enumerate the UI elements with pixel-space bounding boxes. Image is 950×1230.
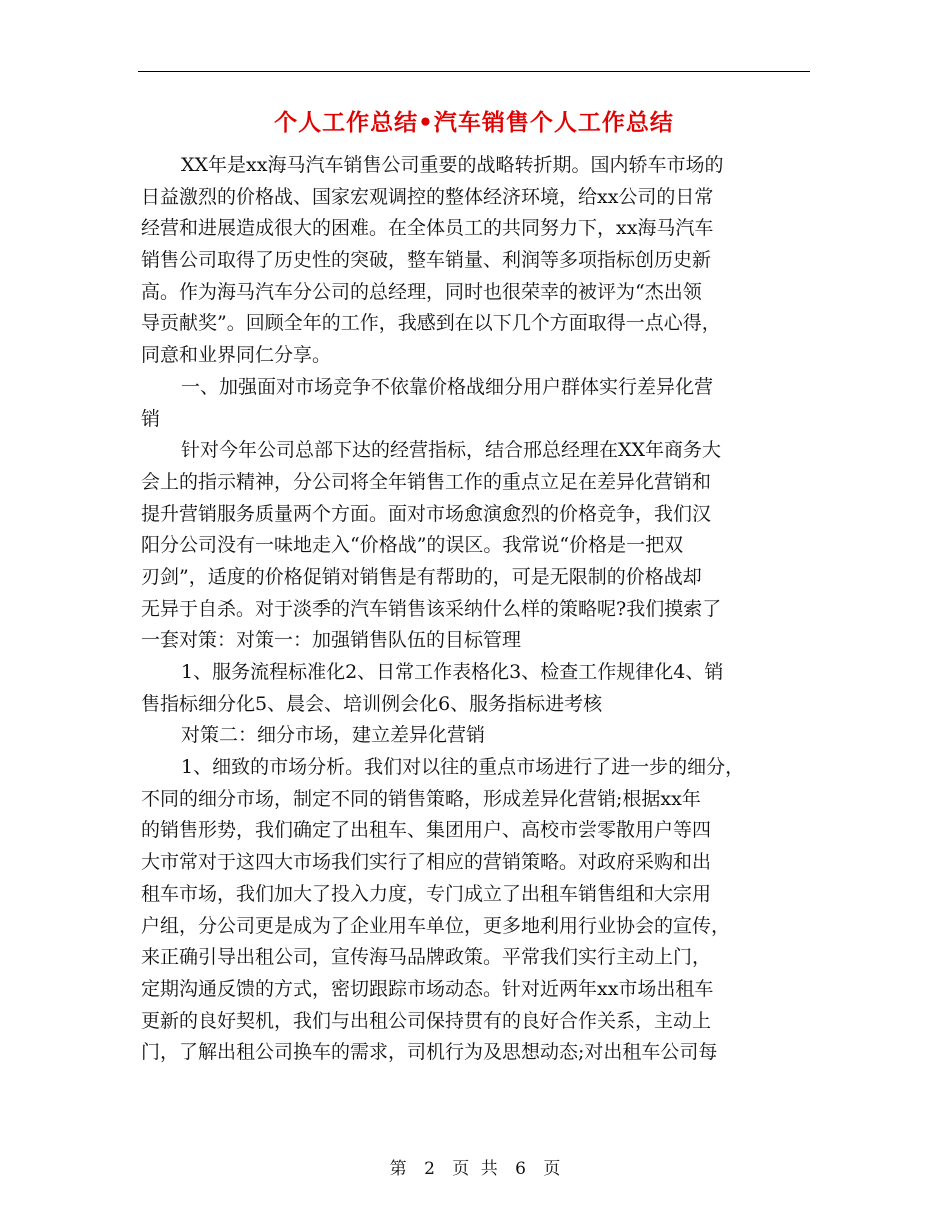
body-line: 来正确引导出租公司，宣传海马品牌政策。平常我们实行主动上门，: [141, 946, 712, 969]
body-line: 日益激烈的价格战、国家宏观调控的整体经济环境，给xx公司的日常: [141, 185, 714, 208]
document-body: [141, 150, 813, 1069]
body-line: 对策二：细分市场，建立差异化营销: [181, 724, 486, 747]
body-line: 更新的良好契机，我们与出租公司保持贯有的良好合作关系，主动上: [141, 1009, 712, 1032]
body-line: 高。作为海马汽车分公司的总经理，同时也很荣幸的被评为“杰出领: [141, 280, 702, 303]
body-line: 租车市场，我们加大了投入力度，专门成立了出租车销售组和大宗用: [141, 882, 712, 905]
body-line: XX年是xx海马汽车销售公司重要的战略转折期。国内轿车市场的: [181, 154, 724, 176]
body-line: 大市常对于这四大市场我们实行了相应的营销策略。对政府采购和出: [141, 851, 712, 874]
footer-prefix: 第: [389, 1159, 407, 1179]
footer-suffix: 页: [543, 1159, 561, 1179]
body-line: 导贡献奖”。回顾全年的工作，我感到在以下几个方面取得一点心得，: [141, 312, 721, 335]
footer-total-pages: 6: [515, 1159, 526, 1179]
body-line: 针对今年公司总部下达的经营指标，结合邢总经理在XX年商务大: [181, 439, 722, 462]
body-line: 销售公司取得了历史性的突破，整车销量、利润等多项指标创历史新: [141, 249, 712, 272]
page-footer: [0, 1154, 950, 1179]
body-line: 会上的指示精神，分公司将全年销售工作的重点立足在差异化营销和: [141, 470, 712, 493]
body-line: 1、服务流程标准化2、日常工作表格化3、检查工作规律化4、销: [181, 661, 724, 683]
body-line: 提升营销服务质量两个方面。面对市场愈演愈烈的价格竞争，我们汉: [141, 502, 712, 525]
footer-middle: 页 共: [452, 1159, 498, 1179]
body-line: 同意和业界同仁分享。: [141, 344, 332, 367]
body-line: 一、加强面对市场竞争不依靠价格战细分用户群体实行差异化营: [181, 375, 714, 398]
body-line: 的销售形势，我们确定了出租车、集团用户、高校市尝零散用户等四: [141, 819, 712, 842]
body-line: 户组，分公司更是成为了企业用车单位，更多地利用行业协会的宣传，: [141, 914, 731, 937]
footer-page-number: 2: [424, 1159, 435, 1179]
body-line: 一套对策：对策一：加强销售队伍的目标管理: [141, 629, 522, 652]
body-line: 售指标细分化5、晨会、培训例会化6、服务指标进考核: [141, 692, 603, 715]
body-line: 门，了解出租公司换车的需求，司机行为及思想动态;对出租车公司每: [141, 1041, 718, 1064]
body-line: 1、细致的市场分析。我们对以往的重点市场进行了进一步的细分，: [181, 756, 745, 779]
body-line: 经营和进展造成很大的困难。在全体员工的共同努力下，xx海马汽车: [141, 217, 714, 240]
body-line: 无异于自杀。对于淡季的汽车销售该采纳什么样的策略呢?我们摸索了: [141, 597, 722, 620]
body-line: 阳分公司没有一味地走入“价格战”的误区。我常说“价格是一把双: [141, 534, 684, 557]
body-line: 定期沟通反馈的方式，密切跟踪市场动态。针对近两年xx市场出租车: [141, 977, 714, 1000]
body-line: 销: [141, 407, 161, 430]
header-rule: [138, 71, 810, 72]
document-title: 个人工作总结•汽车销售个人工作总结: [274, 110, 674, 136]
body-line: 刃剑”，适度的价格促销对销售是有帮助的，可是无限制的价格战却: [141, 565, 702, 588]
body-line: 不同的细分市场，制定不同的销售策略，形成差异化营销;根据xx年: [141, 787, 701, 810]
